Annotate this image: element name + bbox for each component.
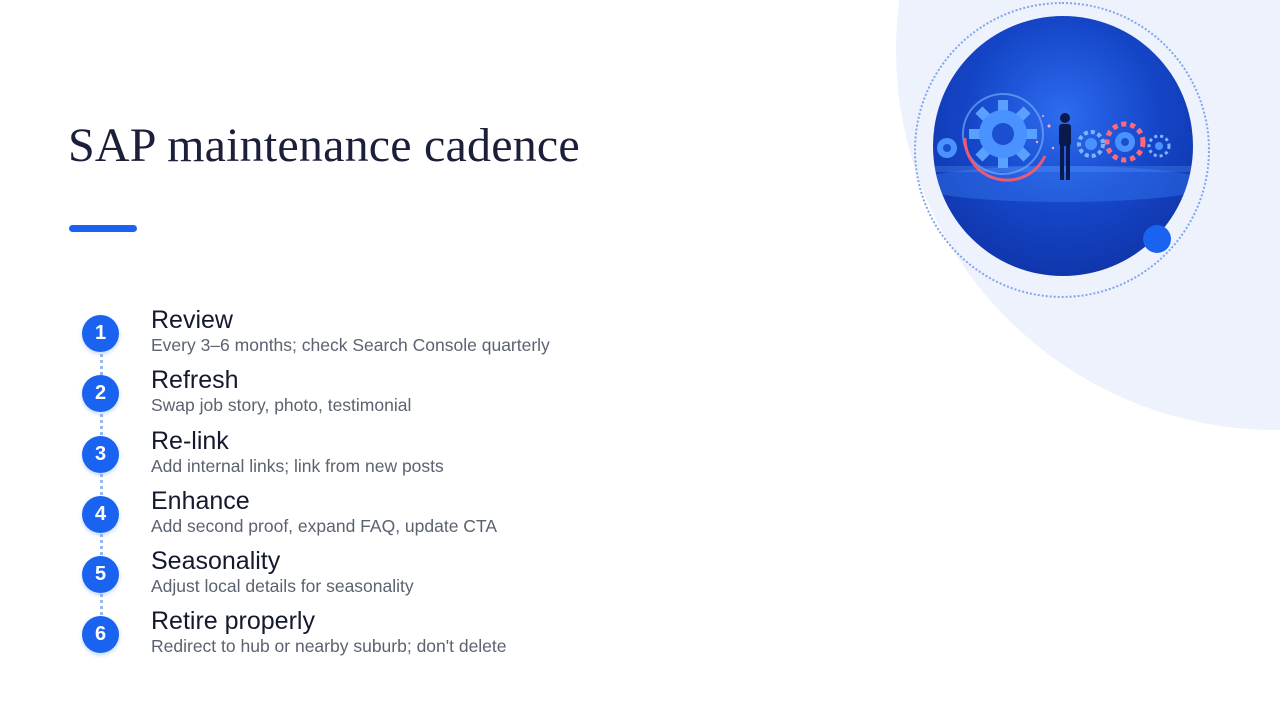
step-description: Adjust local details for seasonality — [151, 576, 414, 597]
large-gear-icon — [963, 94, 1043, 174]
step-title: Review — [151, 306, 233, 334]
step-description: Redirect to hub or nearby suburb; don't delete — [151, 636, 507, 657]
step-item — [82, 426, 702, 486]
step-description: Every 3–6 months; check Search Console quarterly — [151, 335, 550, 355]
step-number-badge: 1 — [82, 315, 119, 352]
step-number-badge: 4 — [82, 496, 119, 533]
step-item — [82, 305, 702, 365]
far-gear-icon — [1149, 136, 1169, 156]
step-number-badge: 3 — [82, 436, 119, 473]
step-number-badge: 6 — [82, 616, 119, 653]
step-item — [82, 546, 702, 606]
slide-title: SAP maintenance cadence — [68, 119, 580, 172]
step-title: Enhance — [151, 486, 250, 515]
step-title: Refresh — [151, 366, 239, 395]
step-number-badge: 2 — [82, 375, 119, 412]
step-description: Add internal links; link from new posts — [151, 455, 444, 476]
steps-list — [82, 305, 702, 667]
step-title: Re-link — [151, 426, 229, 455]
step-title: Seasonality — [151, 547, 281, 576]
small-gear-icon — [937, 138, 957, 158]
step-number-badge: 5 — [82, 556, 119, 593]
step-item — [82, 365, 702, 425]
sparks — [1036, 115, 1054, 149]
blue-gear-icon — [1079, 132, 1103, 156]
step-item — [82, 606, 702, 666]
title-underline — [69, 225, 137, 232]
step-description: Swap job story, photo, testimonial — [151, 395, 412, 416]
accent-dot — [1143, 225, 1171, 253]
red-gear-icon — [1107, 124, 1143, 160]
step-description: Add second proof, expand FAQ, update CTA — [151, 515, 498, 536]
step-title: Retire properly — [151, 607, 315, 636]
step-item — [82, 486, 702, 546]
